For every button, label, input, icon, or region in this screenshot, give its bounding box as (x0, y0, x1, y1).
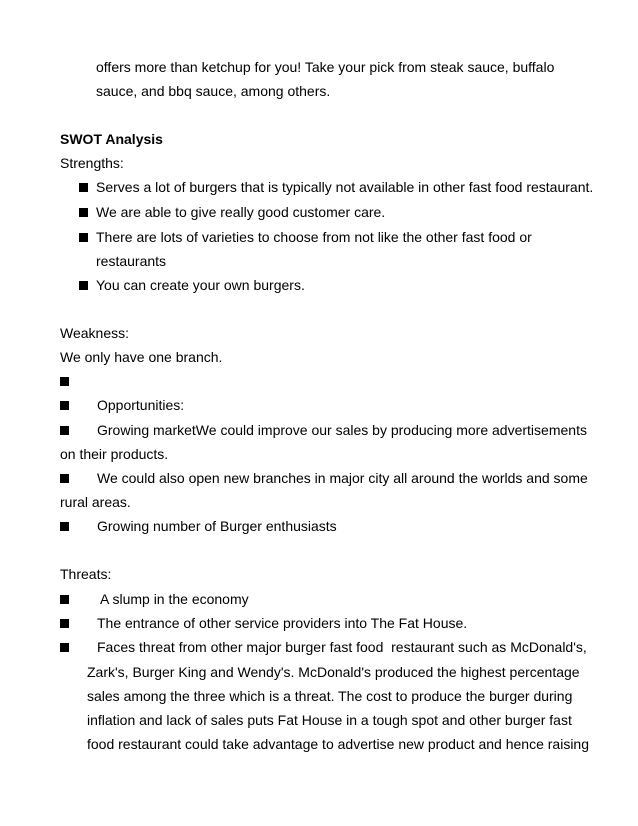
opportunity-item: We could also open new branches in major city all around the worlds and some (97, 470, 588, 486)
bullet-square-icon (60, 619, 69, 628)
opportunities-label: Opportunities: (97, 397, 185, 413)
threats-label: Threats: (60, 566, 112, 582)
threat-item-continued: food restaurant could take advantage to advertise new product and hence raising (87, 736, 589, 752)
threat-item-continued: sales among the three which is a threat. The cost to produce the burger during (87, 688, 573, 704)
bullet-square-icon (60, 643, 69, 652)
opportunity-item-continued: on their products. (60, 446, 169, 462)
bullet-square-icon (79, 233, 88, 242)
bullet-square-icon (79, 208, 88, 217)
bullet-square-icon (60, 426, 69, 435)
threat-item: A slump in the economy (100, 591, 249, 607)
strength-item-continued: restaurants (96, 253, 167, 269)
opportunity-item: Growing number of Burger enthusiasts (97, 518, 337, 534)
threat-item: Faces threat from other major burger fast food restaurant such as McDonald's, (97, 639, 587, 655)
weakness-text: We only have one branch. (60, 349, 223, 365)
bullet-square-icon (60, 474, 69, 483)
threat-item: The entrance of other service providers into The Fat House. (97, 615, 468, 631)
opportunity-item-continued: rural areas. (60, 494, 131, 510)
bullet-square-icon (60, 595, 69, 604)
bullet-square-icon (60, 377, 69, 386)
swot-heading: SWOT Analysis (60, 131, 163, 147)
intro-line-1: offers more than ketchup for you! Take your pick from steak sauce, buffalo (96, 59, 555, 75)
threat-item-continued: Zark's, Burger King and Wendy's. McDonald's produced the highest percentage (87, 664, 580, 680)
strength-item: Serves a lot of burgers that is typically not available in other fast food restaurant. (96, 179, 594, 195)
bullet-square-icon (60, 401, 69, 410)
intro-line-2: sauce, and bbq sauce, among others. (96, 83, 331, 99)
strengths-label: Strengths: (60, 155, 124, 171)
bullet-square-icon (79, 183, 88, 192)
strength-item: We are able to give really good customer care. (96, 204, 386, 220)
strength-item: There are lots of varieties to choose from not like the other fast food or (96, 229, 532, 245)
bullet-square-icon (79, 281, 88, 290)
bullet-square-icon (60, 522, 69, 531)
threat-item-continued: inflation and lack of sales puts Fat House in a tough spot and other burger fast (87, 712, 572, 728)
opportunity-item: Growing marketWe could improve our sales by producing more advertisements (97, 422, 587, 438)
weakness-label: Weakness: (60, 325, 129, 341)
strength-item: You can create your own burgers. (96, 277, 305, 293)
